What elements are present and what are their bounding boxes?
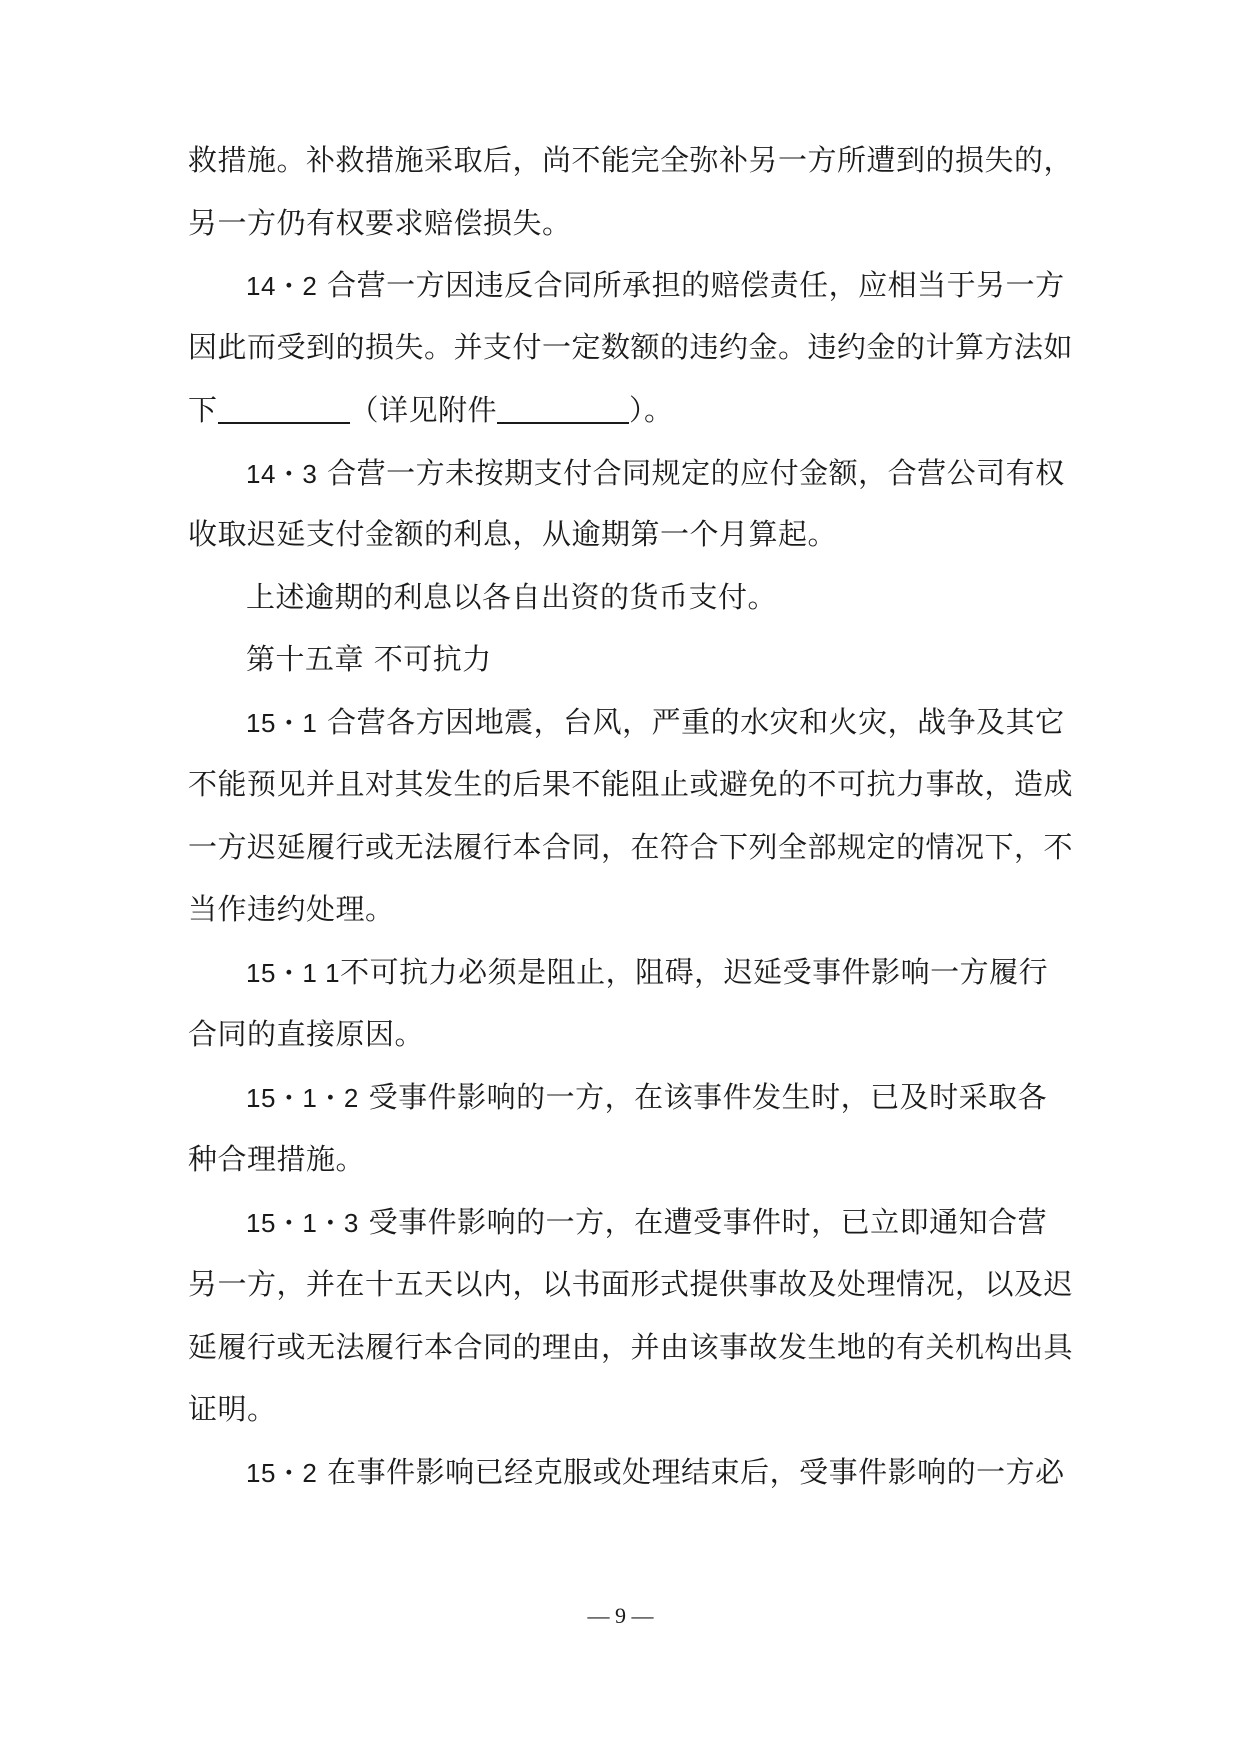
clause-14-2 (246, 265, 1068, 305)
text-line (188, 764, 1074, 804)
text-span: ）。 (629, 393, 674, 427)
clause-number: 15・1・3 (246, 1208, 359, 1238)
clause-15-2 (246, 1452, 1068, 1492)
chapter-title: 第十五章 不可抗力 (246, 642, 492, 676)
text-span: 种合理措施。 (188, 1142, 366, 1176)
text-span: 证明。 (188, 1392, 277, 1426)
text-span: 受事件影响的一方，在该事件发生时，已及时采取各 (368, 1080, 1048, 1114)
text-span: 合营一方未按期支付合同规定的应付金额，合营公司有权 (327, 456, 1065, 490)
text-span: 不能预见并且对其发生的后果不能阻止或避免的不可抗力事故，造成 (188, 767, 1074, 801)
text-span: 因此而受到的损失。并支付一定数额的违约金。违约金的计算方法如 (188, 330, 1074, 364)
clause-15-1-2 (246, 1077, 1068, 1117)
text-span: 下 (188, 393, 218, 427)
text-line (188, 1264, 1074, 1304)
text-span: 不可抗力必须是阻止，阻碍，迟延受事件影响一方履行 (340, 955, 1049, 989)
text-line (188, 889, 1068, 929)
text-line (188, 1327, 1074, 1367)
clause-number: 14・2 (246, 271, 318, 301)
text-span: 合同的直接原因。 (188, 1017, 425, 1051)
text-line-with-blanks (188, 390, 1068, 430)
text-span: （详见附件 (349, 393, 498, 427)
clause-15-1 (246, 702, 1068, 742)
page-number: — 9 — (587, 1603, 654, 1628)
text-span: 另一方仍有权要求赔偿损失。 (188, 206, 572, 240)
text-span: 合营一方因违反合同所承担的赔偿责任，应相当于另一方 (327, 268, 1065, 302)
text-line (246, 577, 1068, 617)
text-span: 另一方，并在十五天以内，以书面形式提供事故及处理情况，以及迟 (188, 1267, 1074, 1301)
chapter-heading (246, 639, 1068, 679)
text-line (188, 1139, 1068, 1179)
fill-in-blank (497, 392, 629, 424)
text-span: 合营各方因地震，台风，严重的水灾和火灾，战争及其它 (327, 705, 1065, 739)
text-span: 一方迟延履行或无法履行本合同，在符合下列全部规定的情况下，不 (188, 830, 1074, 864)
clause-number: 14・3 (246, 459, 318, 489)
clause-14-3 (246, 453, 1068, 493)
clause-number: 15・1 (246, 708, 318, 738)
clause-15-1-3 (246, 1202, 1068, 1242)
clause-15-1-1 (246, 952, 1068, 992)
clause-number: 15・1・2 (246, 1083, 359, 1113)
text-span: 当作违约处理。 (188, 892, 395, 926)
text-span: 收取迟延支付金额的利息，从逾期第一个月算起。 (188, 517, 838, 551)
text-span: 上述逾期的利息以各自出资的货币支付。 (246, 580, 778, 614)
text-line (188, 1389, 1068, 1429)
text-line (188, 327, 1074, 367)
clause-number: 15・1 1 (246, 958, 341, 988)
text-line (188, 827, 1074, 867)
text-line (188, 140, 1074, 180)
clause-number: 15・2 (246, 1458, 318, 1488)
fill-in-blank (218, 392, 350, 424)
text-line (188, 203, 1068, 243)
text-span: 救措施。补救措施采取后，尚不能完全弥补另一方所遭到的损失的， (188, 143, 1074, 177)
text-span: 延履行或无法履行本合同的理由，并由该事故发生地的有关机构出具 (188, 1330, 1074, 1364)
text-line (188, 1014, 1068, 1054)
text-span: 在事件影响已经克服或处理结束后，受事件影响的一方必 (327, 1455, 1065, 1489)
text-span: 受事件影响的一方，在遭受事件时，已立即通知合营 (368, 1205, 1048, 1239)
text-line (188, 514, 1068, 554)
